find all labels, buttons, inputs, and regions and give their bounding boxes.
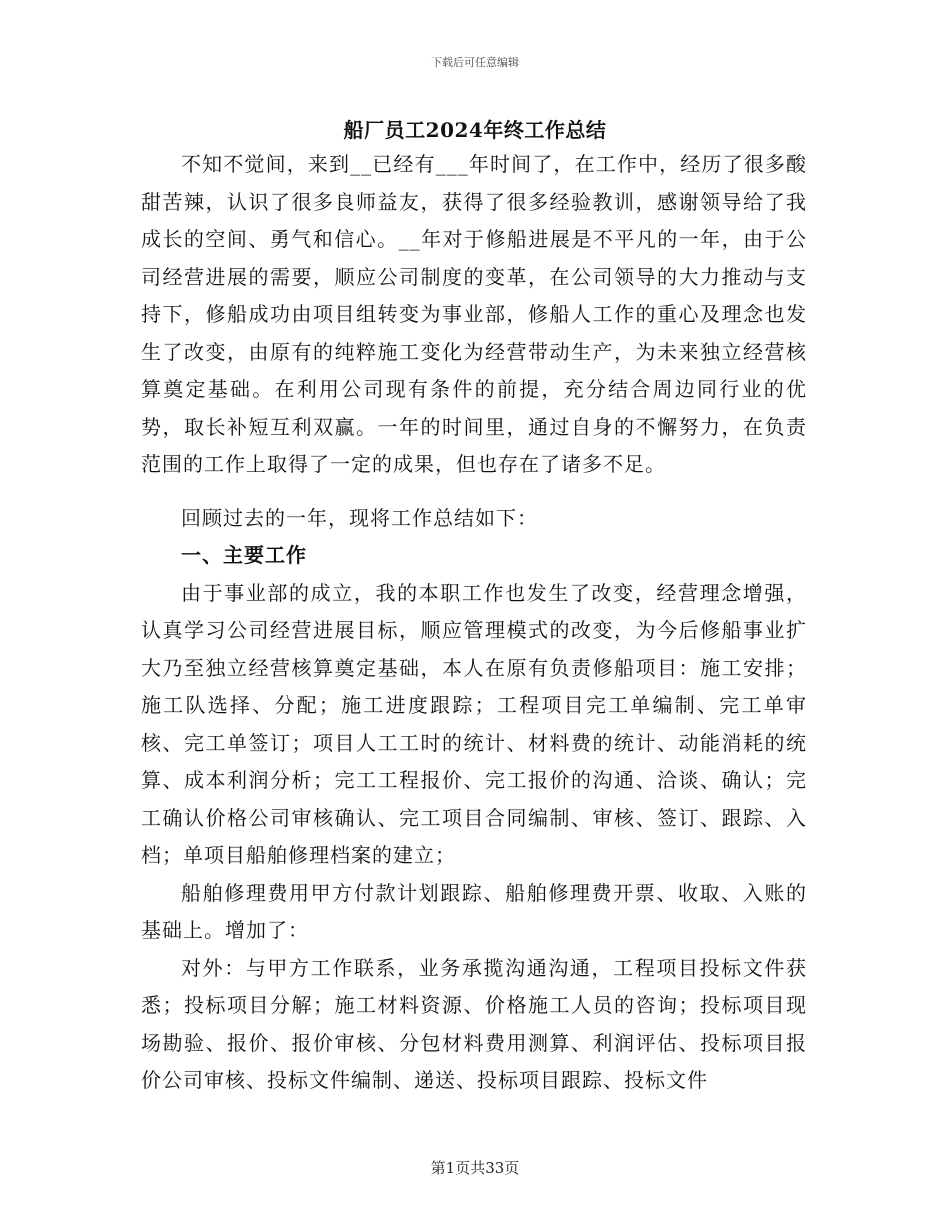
document-body <box>141 146 807 1100</box>
paragraph-main-work: 由于事业部的成立，我的本职工作也发生了改变，经营理念增强，认真学习公司经营进展目标，顺应管理模式的改变，为今后修船事业扩大乃至独立经营核算奠定基础，本人在原有负责修船项目：施工安排；施工队选择、分配；施工进度跟踪；工程项目完工单编制、完工单审核、完工单签订；项目人工工时的统计、材料费的统计、动能消耗的统算、成本利润分析；完工工程报价、完工报价的沟通、洽谈、确认；完工确认价格公司审核确认、完工项目合同编制、审核、签订、跟踪、入档；单项目船舶修理档案的建立； <box>141 580 807 867</box>
paragraph-payment: 船舶修理费用甲方付款计划跟踪、船舶修理费开票、收取、入账的基础上。增加了： <box>141 880 807 942</box>
paragraph-intro: 不知不觉间，来到__已经有___年时间了，在工作中，经历了很多酸甜苦辣，认识了很多良师益友，获得了很多经验教训，感谢领导给了我成长的空间、勇气和信心。__年对于修船进展是不平凡的一年，由于公司经营进展的需要，顺应公司制度的变革，在公司领导的大力推动与支持下，修船成功由项目组转变为事业部，修船人工作的重心及理念也发生了改变，由原有的纯粹施工变化为经营带动生产，为未来独立经营核算奠定基础。在利用公司现有条件的前提，充分结合周边同行业的优势，取长补短互利双赢。一年的时间里，通过自身的不懈努力，在负责范围的工作上取得了一定的成果，但也存在了诸多不足。 <box>141 152 807 476</box>
header-note: 下载后可任意编辑 <box>431 56 519 69</box>
section-heading-main-work: 一、主要工作 <box>181 543 307 567</box>
paragraph-external: 对外：与甲方工作联系，业务承揽沟通沟通，工程项目投标文件获悉；投标项目分解；施工材料资源、价格施工人员的咨询；投标项目现场勘验、报价、报价审核、分包材料费用测算、利润评估、投标项目报价公司审核、投标文件编制、递送、投标项目跟踪、投标文件 <box>141 955 807 1092</box>
paragraph-review: 回顾过去的一年，现将工作总结如下： <box>181 505 538 530</box>
document-title: 船厂员工2024年终工作总结 <box>343 118 607 142</box>
page-footer: 第1页共33页 <box>430 1159 520 1177</box>
